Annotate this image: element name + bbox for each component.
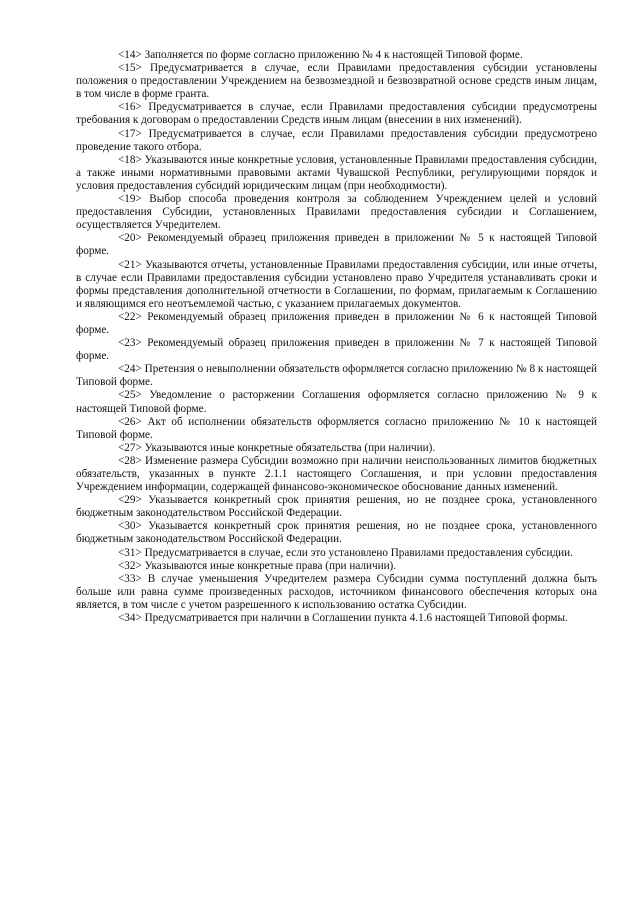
footnote-31: <31> Предусматривается в случае, если это установлено Правилами предоставления субсидии. — [118, 546, 573, 559]
footnote-18: <18> Указываются иные конкретные условия, установленные Правилами предоставления субсидии, а также иными нормативными правовыми актами Чувашской Республики, регулирующими порядок и условия предоставления субсидий юридическим лицам (при необходимости). — [76, 153, 597, 192]
footnote-15: <15> Предусматривается в случае, если Правилами предоставления субсидии установлены положения о предоставлении Учреждением на безвозмездной и безвозвратной основе средств иным лицам, в том числе в форме гранта. — [76, 62, 597, 101]
footnote-33: <33> В случае уменьшения Учредителем размера Субсидии сумма поступлений должна быть больше или равна сумме произведенных расходов, источником финансового обеспечения которых она является, в том числе с учетом разрешенного к использованию остатка Субсидии. — [76, 572, 597, 611]
footnote-24: <24> Претензия о невыполнении обязательств оформляется согласно приложению № 8 к настоящей Типовой форме. — [76, 363, 597, 389]
footnote-30: <30> Указывается конкретный срок принятия решения, но не позднее срока, установленного бюджетным законодательством Российской Федерации. — [76, 520, 597, 546]
footnote-14: <14> Заполняется по форме согласно приложению № 4 к настоящей Типовой форме. — [118, 49, 523, 61]
footnote-19: <19> Выбор способа проведения контроля за соблюдением Учреждением целей и условий предоставления Субсидии, установленных Правилами предоставления субсидии и Соглашением, осуществляется Учредителем. — [76, 193, 597, 232]
footnote-23: <23> Рекомендуемый образец приложения приведен в приложении № 7 к настоящей Типовой форме. — [76, 337, 597, 363]
footnote-25: <25> Уведомление о расторжении Соглашения оформляется согласно приложению № 9 к настоящей Типовой форме. — [76, 389, 597, 415]
footnote-34: <34> Предусматривается при наличии в Соглашении пункта 4.1.6 настоящей Типовой формы. — [118, 612, 568, 625]
footnote-16: <16> Предусматривается в случае, если Правилами предоставления субсидии предусмотрены требования к договорам о предоставлении Средств иным лицам (внесении в них изменений). — [76, 101, 597, 127]
footnote-29: <29> Указывается конкретный срок принятия решения, но не позднее срока, установленного бюджетным законодательством Российской Федерации. — [76, 494, 597, 520]
footnote-28: <28> Изменение размера Субсидии возможно при наличии неиспользованных лимитов бюджетных обязательств, указанных в пункте 2.1.1 настоящего Соглашения, и при условии предоставления Учреждением информации, содержащей финансово-экономическое обоснование данных изменений. — [76, 454, 597, 494]
footnote-20: <20> Рекомендуемый образец приложения приведен в приложении № 5 к настоящей Типовой форме. — [76, 232, 597, 258]
footnote-27: <27> Указываются иные конкретные обязательства (при наличии). — [118, 441, 436, 454]
document-page — [76, 49, 597, 625]
footnote-17: <17> Предусматривается в случае, если Правилами предоставления субсидии предусмотрено проведение такого отбора. — [76, 127, 597, 153]
footnote-26: <26> Акт об исполнении обязательств оформляется согласно приложению № 10 к настоящей Типовой форме. — [76, 415, 597, 441]
footnote-22: <22> Рекомендуемый образец приложения приведен в приложении № 6 к настоящей Типовой форме. — [76, 310, 597, 336]
footnote-21: <21> Указываются отчеты, установленные Правилами предоставления субсидии, или иные отчеты, в случае если Правилами предоставления субсидии установлено право Учредителя устанавливать сроки и формы представления дополнительной отчетности в Соглашении, по формам, прилагаемым к Соглашению и являющимся его неотъемлемой частью, с указанием прилагаемых документов. — [76, 258, 597, 310]
footnote-32: <32> Указываются иные конкретные права (при наличии). — [118, 559, 397, 572]
